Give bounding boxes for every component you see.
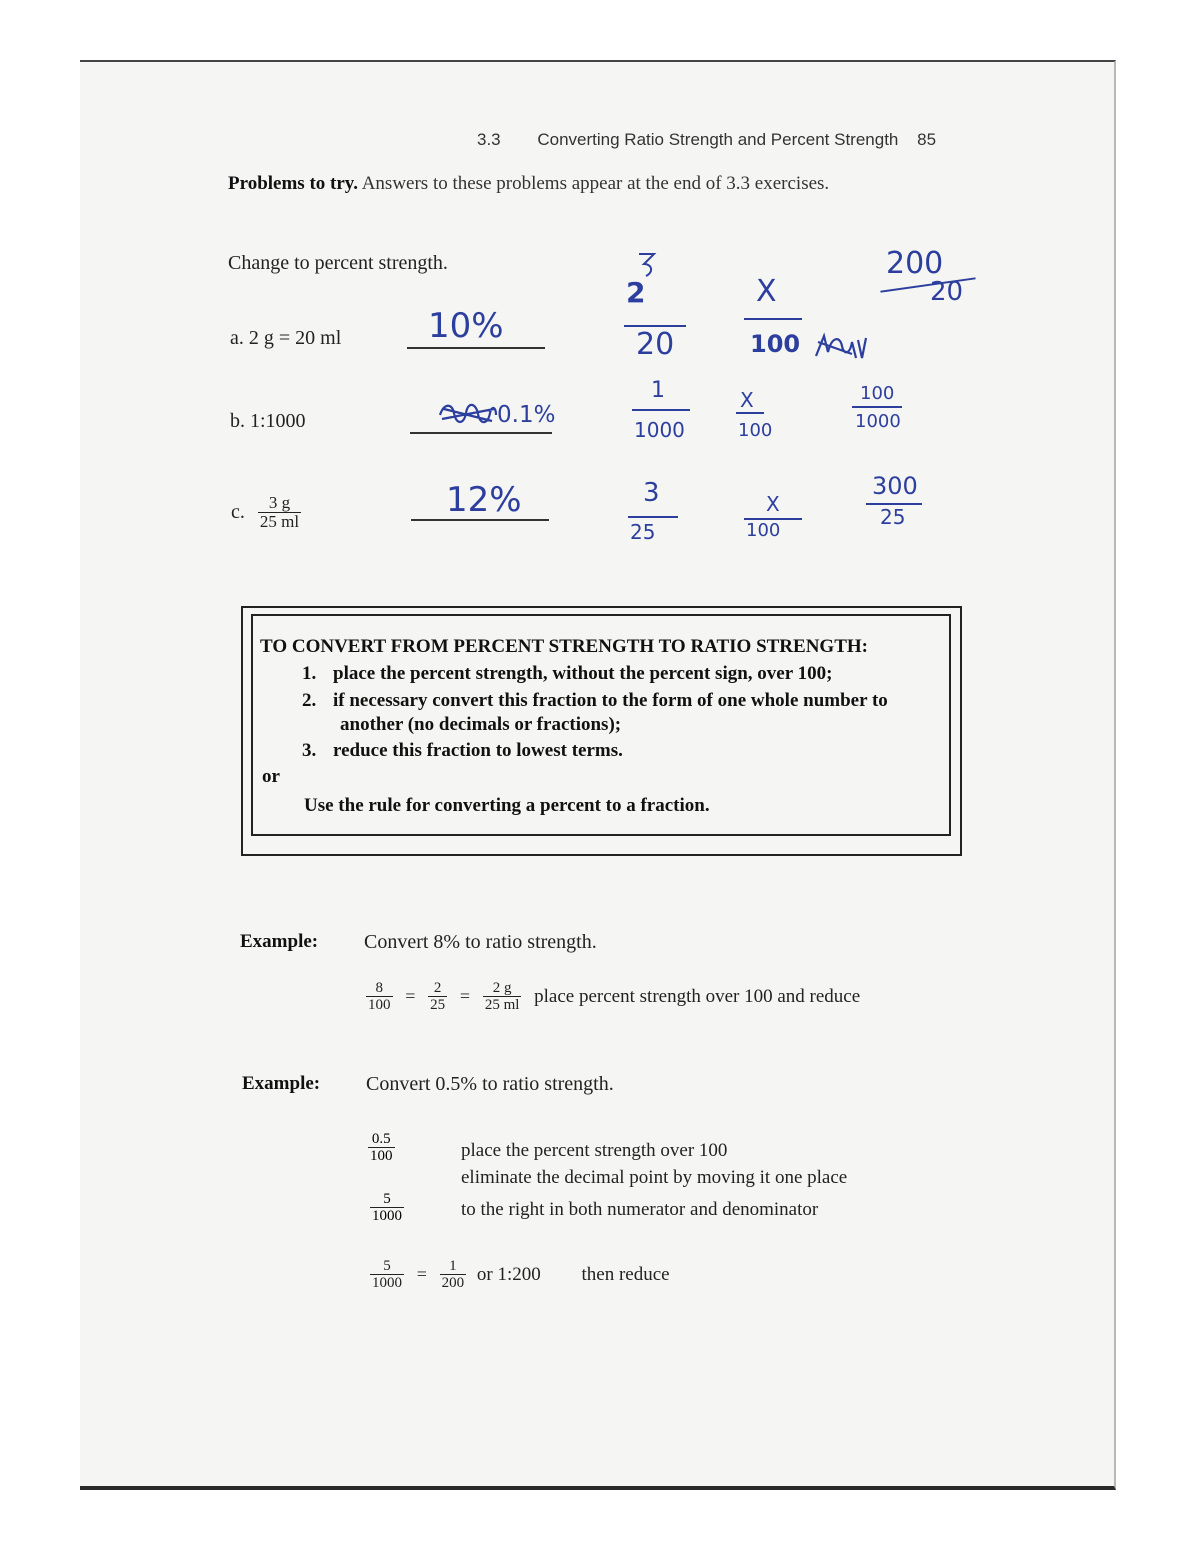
rule-alternative: Use the rule for converting a percent to a fraction. bbox=[304, 795, 710, 816]
section-title: Converting Ratio Strength and Percent Strength bbox=[537, 130, 899, 149]
hw-c-num1: 3 bbox=[643, 478, 660, 508]
hw-a-num3: 200 bbox=[886, 246, 944, 281]
section-number: 3.3 bbox=[477, 130, 501, 149]
example-2-ratio: or 1:200 bbox=[476, 1263, 541, 1285]
denominator: 100 bbox=[370, 1148, 393, 1164]
problems-intro bbox=[228, 173, 829, 195]
hw-b-den1: 1000 bbox=[634, 418, 685, 442]
problem-c-denominator: 25 ml bbox=[259, 512, 300, 531]
equals-sign: = bbox=[459, 986, 471, 1006]
problem-c-fraction bbox=[258, 494, 301, 531]
numerator: 5 bbox=[383, 1191, 391, 1207]
rule-step-3-number: 3. bbox=[302, 740, 317, 761]
rule-step-3-text: reduce this fraction to lowest terms. bbox=[333, 740, 623, 761]
denominator: 25 bbox=[430, 997, 446, 1013]
example-1-fraction-1 bbox=[366, 980, 393, 1013]
problem-b-label: b. bbox=[230, 410, 245, 432]
rule-step-2-continued: another (no decimals or fractions); bbox=[340, 714, 622, 735]
equals-sign: = bbox=[416, 1264, 427, 1284]
example-1-note: place percent strength over 100 and reduce bbox=[534, 985, 861, 1007]
hw-b-num2: X bbox=[740, 388, 754, 412]
problems-intro-text: Answers to these problems appear at the end of 3.3 exercises. bbox=[361, 173, 830, 194]
hw-c-num2: X bbox=[766, 492, 780, 516]
example-1-text: Convert 8% to ratio strength. bbox=[364, 931, 597, 953]
hw-c-den3: 25 bbox=[880, 505, 906, 529]
answer-b: 0.1% bbox=[497, 402, 556, 428]
problem-a bbox=[230, 327, 341, 350]
rule-step-2-number: 2. bbox=[302, 690, 317, 711]
hw-b-bar1 bbox=[632, 409, 690, 411]
hw-a-den3: 20 bbox=[930, 277, 964, 307]
numerator: 5 bbox=[383, 1258, 391, 1274]
example-2-label: Example: bbox=[242, 1073, 321, 1094]
example-2-reduction bbox=[370, 1258, 670, 1291]
numerator: 1 bbox=[449, 1258, 457, 1274]
denominator: 1000 bbox=[372, 1275, 402, 1291]
rule-step-1-text: place the percent strength, without the percent sign, over 100; bbox=[333, 663, 833, 684]
rule-step-2 bbox=[302, 690, 888, 712]
hw-c-den1: 25 bbox=[630, 520, 656, 544]
running-header bbox=[477, 130, 936, 150]
example-2-fraction-2 bbox=[370, 1191, 404, 1224]
rule-step-1 bbox=[302, 663, 832, 685]
scribbled-out-mark bbox=[812, 330, 868, 362]
hw-b-num1: 1 bbox=[651, 378, 665, 403]
page-number: 85 bbox=[917, 130, 937, 149]
problem-c-numerator: 3 g bbox=[268, 493, 291, 512]
denominator: 25 ml bbox=[484, 997, 520, 1013]
rule-box-title: TO CONVERT FROM PERCENT STRENGTH TO RATIO STRENGTH: bbox=[260, 636, 868, 657]
example-2-note-2: eliminate the decimal point by moving it one place bbox=[461, 1167, 848, 1188]
equals-sign: = bbox=[405, 986, 416, 1006]
rule-or: or bbox=[262, 766, 280, 787]
denominator: 1000 bbox=[372, 1208, 402, 1224]
hw-c-num3: 300 bbox=[872, 472, 918, 500]
numerator: 8 bbox=[375, 980, 383, 996]
answer-line-a bbox=[407, 347, 545, 349]
example-2-text: Convert 0.5% to ratio strength. bbox=[366, 1073, 614, 1095]
problem-a-text: 2 g = 20 ml bbox=[248, 327, 342, 349]
scribbled-out-mark bbox=[438, 401, 498, 427]
rule-step-1-number: 1. bbox=[302, 663, 317, 684]
denominator: 100 bbox=[368, 997, 391, 1013]
example-2-fraction-1 bbox=[368, 1131, 395, 1164]
hw-c-bar1 bbox=[628, 516, 678, 518]
hw-a-num2: X bbox=[756, 274, 777, 309]
hw-b-den2: 100 bbox=[738, 420, 773, 441]
numerator: 0.5 bbox=[371, 1131, 391, 1147]
answer-a: 10% bbox=[428, 306, 504, 346]
problem-b bbox=[230, 410, 306, 433]
hw-b-den3: 1000 bbox=[855, 411, 901, 432]
rule-step-2-text: if necessary convert this fraction to the form of one whole number to bbox=[333, 690, 888, 711]
denominator: 200 bbox=[441, 1275, 465, 1291]
hw-b-bar2 bbox=[736, 412, 764, 414]
instruction: Change to percent strength. bbox=[228, 252, 448, 274]
example-2-note-1: place the percent strength over 100 bbox=[461, 1140, 728, 1161]
example-1-work bbox=[366, 980, 860, 1013]
numerator: 2 bbox=[433, 980, 442, 996]
answer-c: 12% bbox=[446, 480, 522, 520]
hw-a-den2: 100 bbox=[750, 330, 801, 358]
example-1-fraction-3 bbox=[483, 980, 522, 1013]
problem-c-label: c. bbox=[231, 501, 245, 523]
hw-a-bar2 bbox=[744, 318, 802, 320]
problem-b-text: 1:1000 bbox=[250, 410, 306, 432]
hw-b-bar3 bbox=[852, 406, 902, 408]
problems-intro-bold: Problems to try. bbox=[228, 173, 358, 194]
example-2-fraction-4 bbox=[440, 1258, 467, 1291]
example-2-fraction-3 bbox=[370, 1258, 404, 1291]
fraction bbox=[368, 1131, 395, 1164]
hw-a-den1: 20 bbox=[636, 327, 675, 362]
hw-c-den2: 100 bbox=[746, 520, 781, 541]
fraction bbox=[370, 1191, 404, 1224]
problem-a-label: a. bbox=[230, 327, 244, 349]
example-1-fraction-2 bbox=[428, 980, 447, 1013]
problem-c bbox=[231, 494, 301, 531]
example-2-reduce-note: then reduce bbox=[581, 1263, 670, 1285]
numerator: 2 g bbox=[492, 980, 512, 996]
example-1-label: Example: bbox=[240, 931, 319, 952]
hw-a-num1: 2 bbox=[626, 276, 646, 309]
hw-b-num3: 100 bbox=[860, 383, 895, 404]
example-2-note-3: to the right in both numerator and denominator bbox=[461, 1199, 819, 1220]
answer-line-b bbox=[410, 432, 552, 434]
rule-step-3 bbox=[302, 740, 623, 762]
